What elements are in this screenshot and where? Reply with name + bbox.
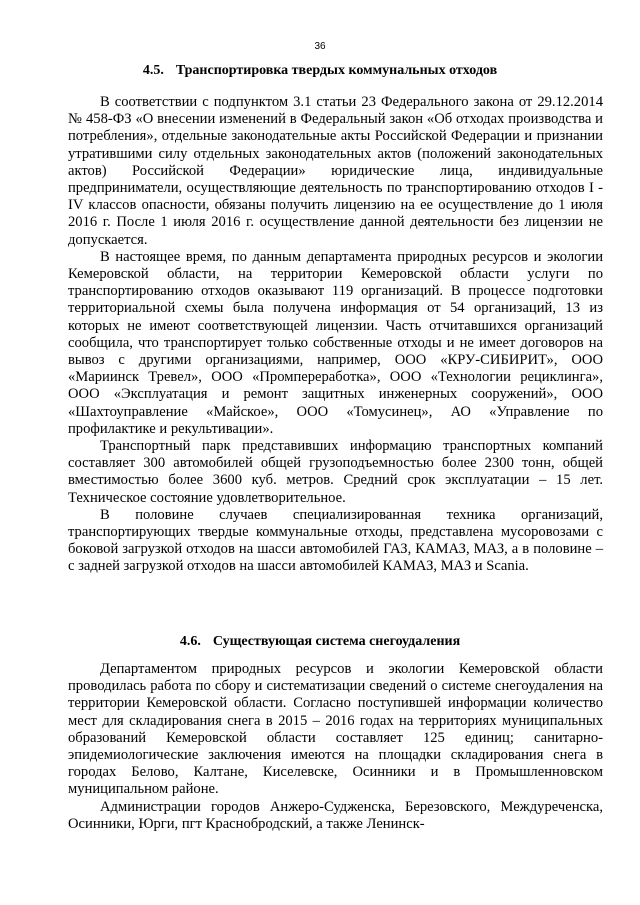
section-4-5-number: 4.5. <box>142 63 164 78</box>
paragraph: В настоящее время, по данным департамента природных ресурсов и экологии Кемеровской области, на территории Кемеровской области услуги по транспортированию отходов оказывают 119 организаций. В процессе подготовки территориальной схемы была получена информация от 54 организаций, 13 из которых не имеют соответствующей лицензии. Часть отчитавшихся организаций сообщила, что транспортирует только собственные отходы и не имеет договоров на вывоз с другими организациями, например, ООО «КРУ-СИБИРИТ», ООО «Мариинск Тревел», ООО «Промпереработка», ООО «Технологии рециклинга», ООО «Эксплуатация и ремонт защитных инженерных сооружений», ООО «Шахтоуправление «Майское», ООО «Томусинец», АО «Управление по профилактике и рекультивации». <box>68 248 603 437</box>
paragraph: Администрации городов Анжеро-Судженска, Березовского, Междуреченска, Осинники, Юрги, пгт Краснобродский, а также Ленинск- <box>68 798 603 832</box>
section-4-5-title: Транспортировка твердых коммунальных отходов <box>175 63 498 78</box>
section-4-6-title: Существующая система снегоудаления <box>212 634 461 649</box>
paragraph: В половине случаев специализированная техника организаций, транспортирующих твердые коммунальные отходы, представлена мусоровозами с боковой загрузкой отходов на шасси автомобилей ГАЗ, КАМАЗ, МАЗ, а в половине – с задней загрузкой отходов на шасси автомобилей КАМАЗ, МАЗ и Scania. <box>68 506 603 575</box>
section-4-5-heading <box>0 62 640 79</box>
section-4-6-heading <box>0 633 640 650</box>
paragraph: В соответствии с подпунктом 3.1 статьи 23 Федерального закона от 29.12.2014 № 458-ФЗ «О внесении изменений в Федеральный закон «Об отходах производства и потребления», отдельные законодательные акты Российской Федерации и признании утратившими силу отдельных законодательных актов (положений законодательных актов) Российской Федерации» юридические лица, индивидуальные предприниматели, осуществляющие деятельность по транспортированию отходов I - IV классов опасности, обязаны получить лицензию на ее осуществление до 1 июля 2016 г. После 1 июля 2016 г. осуществление данной деятельности без лицензии не допускается. <box>68 94 603 248</box>
page-number: 36 <box>314 41 326 52</box>
section-4-5-body <box>68 94 603 576</box>
section-4-6-body <box>68 661 603 833</box>
section-4-6-number: 4.6. <box>179 634 201 649</box>
paragraph: Департаментом природных ресурсов и экологии Кемеровской области проводилась работа по сбору и систематизации сведений о системе снегоудаления на территории Кемеровской области. Согласно поступившей информации количество мест для складирования снега в 2015 – 2016 годах на территориях муниципальных образований Кемеровской области составляет 125 единиц; санитарно-эпидемиологические заключения имеются на площадки складирования снега в городах Белово, Калтане, Киселевске, Осинники и в Промышленновском муниципальном районе. <box>68 661 603 798</box>
paragraph: Транспортный парк представивших информацию транспортных компаний составляет 300 автомобилей общей грузоподъемностью более 2300 тонн, общей вместимостью более 3600 куб. метров. Средний срок эксплуатации – 15 лет. Техническое состояние удовлетворительное. <box>68 438 603 506</box>
